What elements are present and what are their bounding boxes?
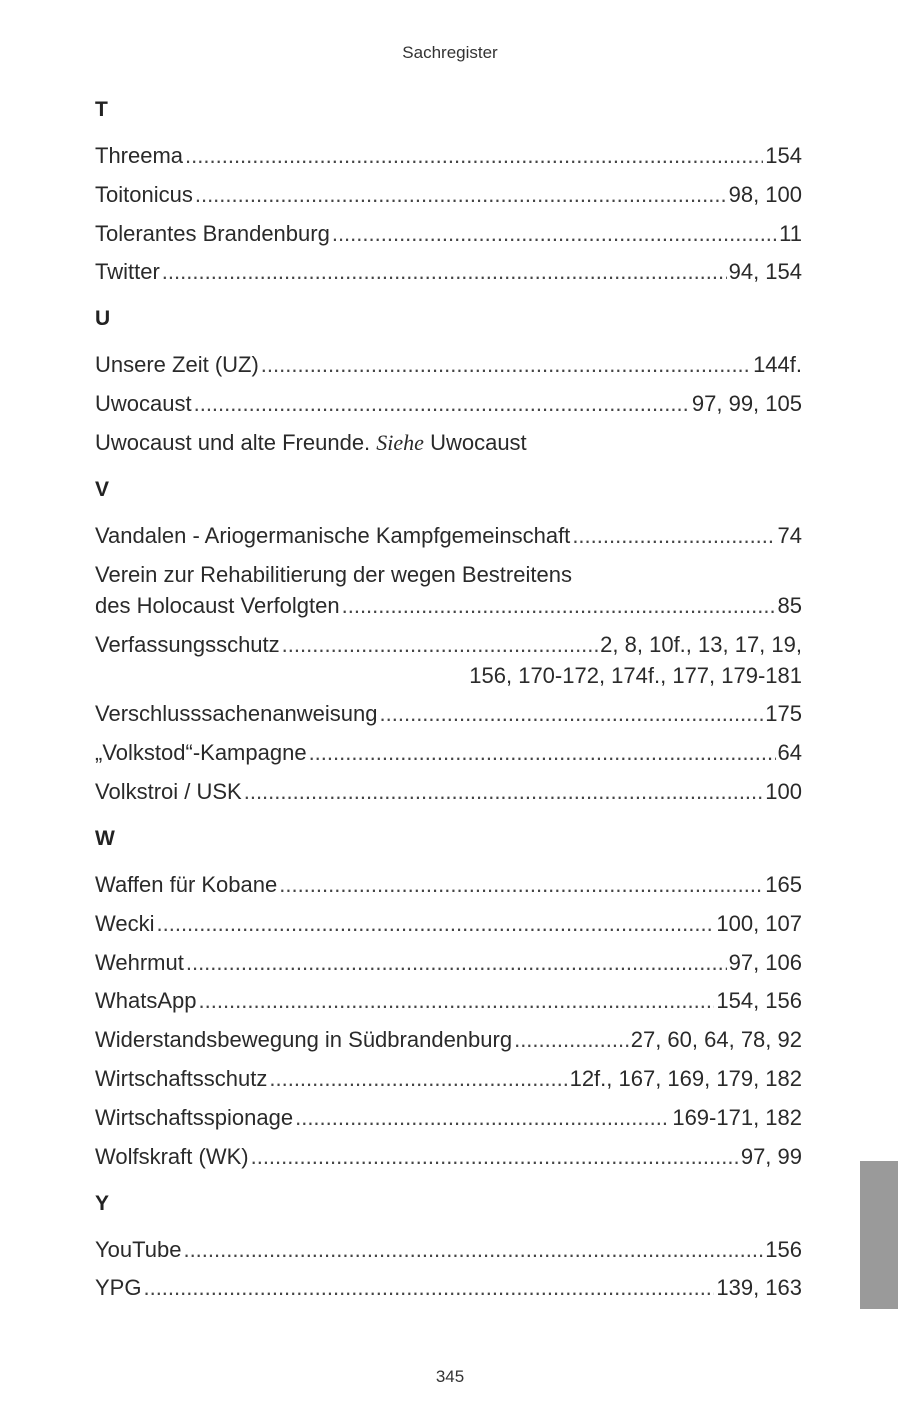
index-entry	[95, 1141, 802, 1172]
dot-leader	[143, 1272, 714, 1303]
index-entry-multiline-term	[95, 559, 802, 621]
see-reference-entry	[95, 427, 802, 458]
entry-pages: 165	[765, 871, 802, 897]
entry-term: Wolfskraft (WK)	[95, 1143, 249, 1169]
entry-pages: 97, 99	[740, 1143, 802, 1169]
see-target: Uwocaust	[430, 429, 527, 455]
thumb-index-tab	[860, 1161, 898, 1309]
index-entry	[95, 140, 802, 171]
index-entry	[95, 698, 802, 729]
index-entry	[95, 737, 802, 768]
section-w	[95, 825, 802, 1172]
dot-leader	[572, 520, 775, 551]
dot-leader	[162, 256, 727, 287]
index-content	[95, 96, 802, 1321]
entry-term: YPG	[95, 1275, 142, 1301]
index-entry	[95, 349, 802, 380]
dot-leader	[514, 1024, 629, 1055]
entry-term: Uwocaust und alte Freunde.	[95, 429, 371, 455]
entry-pages: 85	[777, 592, 802, 618]
entry-term: Wecki	[95, 910, 155, 936]
dot-leader	[185, 140, 763, 171]
entry-term: Unsere Zeit (UZ)	[95, 352, 259, 378]
index-entry-multiline-pages	[95, 629, 802, 691]
section-y	[95, 1190, 802, 1304]
index-entry	[95, 869, 802, 900]
index-entry	[95, 218, 802, 249]
dot-leader	[195, 179, 727, 210]
dot-leader	[380, 698, 764, 729]
dot-leader	[199, 985, 715, 1016]
entry-pages-continued: 156, 170-172, 174f., 177, 179-181	[469, 662, 802, 688]
entry-pages: 2, 8, 10f., 13, 17, 19,	[600, 631, 802, 657]
dot-leader	[295, 1102, 670, 1133]
entry-pages: 154, 156	[716, 988, 802, 1014]
entry-term: Verschlusssachenanweisung	[95, 701, 378, 727]
entry-pages: 100	[765, 778, 802, 804]
entry-term-line2: des Holocaust Verfolgten	[95, 592, 340, 618]
dot-leader	[282, 629, 599, 660]
index-entry	[95, 776, 802, 807]
dot-leader	[157, 908, 715, 939]
entry-pages: 64	[777, 740, 802, 766]
entry-pages: 169-171, 182	[672, 1104, 802, 1130]
entry-term: WhatsApp	[95, 988, 197, 1014]
entry-term: YouTube	[95, 1236, 182, 1262]
entry-pages: 144f.	[753, 352, 802, 378]
entry-term: Wirtschaftsspionage	[95, 1104, 294, 1130]
dot-leader	[261, 349, 751, 380]
entry-term-line1: Verein zur Rehabilitierung der wegen Bestreitens	[95, 561, 572, 587]
entry-pages: 139, 163	[716, 1275, 802, 1301]
dot-leader	[186, 947, 727, 978]
index-entry	[95, 908, 802, 939]
entry-term: Waffen für Kobane	[95, 871, 278, 897]
entry-term: Toitonicus	[95, 181, 193, 207]
page-number: 345	[435, 1367, 465, 1386]
dot-leader	[194, 388, 690, 419]
running-head: Sachregister	[402, 43, 498, 62]
dot-leader	[269, 1063, 567, 1094]
entry-pages: 27, 60, 64, 78, 92	[630, 1027, 802, 1053]
section-letter: T	[95, 98, 108, 121]
index-entry	[95, 985, 802, 1016]
entry-pages: 12f., 167, 169, 179, 182	[569, 1065, 802, 1091]
siehe-label: Siehe	[376, 429, 424, 455]
entry-pages: 11	[779, 220, 802, 246]
dot-leader	[309, 737, 776, 768]
index-entry	[95, 1063, 802, 1094]
index-entry	[95, 1272, 802, 1303]
entry-pages: 156	[765, 1236, 802, 1262]
index-entry	[95, 256, 802, 287]
dot-leader	[244, 776, 764, 807]
entry-pages: 154	[765, 143, 802, 168]
entry-pages: 97, 99, 105	[691, 391, 802, 417]
dot-leader	[342, 590, 776, 621]
entry-pages: 97, 106	[728, 949, 802, 975]
index-entry	[95, 947, 802, 978]
entry-pages: 175	[765, 701, 802, 727]
entry-term: Wirtschaftsschutz	[95, 1065, 268, 1091]
section-letter: W	[95, 826, 115, 850]
entry-pages: 100, 107	[716, 910, 802, 936]
entry-term: Vandalen - Ariogermanische Kampfgemeinschaft	[95, 522, 571, 548]
index-entry	[95, 1024, 802, 1055]
section-letter: V	[95, 477, 110, 501]
entry-pages: 98, 100	[728, 181, 802, 207]
entry-term: Widerstandsbewegung in Südbrandenburg	[95, 1027, 513, 1053]
index-entry	[95, 388, 802, 419]
entry-pages: 74	[777, 522, 802, 548]
dot-leader	[183, 1234, 763, 1265]
entry-term: Uwocaust	[95, 391, 192, 417]
index-entry	[95, 1102, 802, 1133]
entry-term: Threema	[95, 143, 184, 168]
index-entry	[95, 179, 802, 210]
dot-leader	[279, 869, 763, 900]
entry-term: Verfassungsschutz	[95, 631, 280, 657]
entry-term: Volkstroi / USK	[95, 778, 242, 804]
section-letter: U	[95, 307, 111, 331]
section-u	[95, 305, 802, 458]
entry-term: Tolerantes Brandenburg	[95, 220, 330, 246]
dot-leader	[332, 218, 777, 249]
section-v	[95, 476, 802, 807]
section-t	[95, 96, 802, 287]
index-entry	[95, 1234, 802, 1265]
entry-term: Wehrmut	[95, 949, 184, 975]
index-entry	[95, 520, 802, 551]
entry-pages: 94, 154	[728, 259, 802, 285]
entry-term: „Volkstod“-Kampagne	[95, 740, 307, 766]
section-letter: Y	[95, 1191, 110, 1215]
entry-term: Twitter	[95, 259, 160, 285]
dot-leader	[251, 1141, 739, 1172]
